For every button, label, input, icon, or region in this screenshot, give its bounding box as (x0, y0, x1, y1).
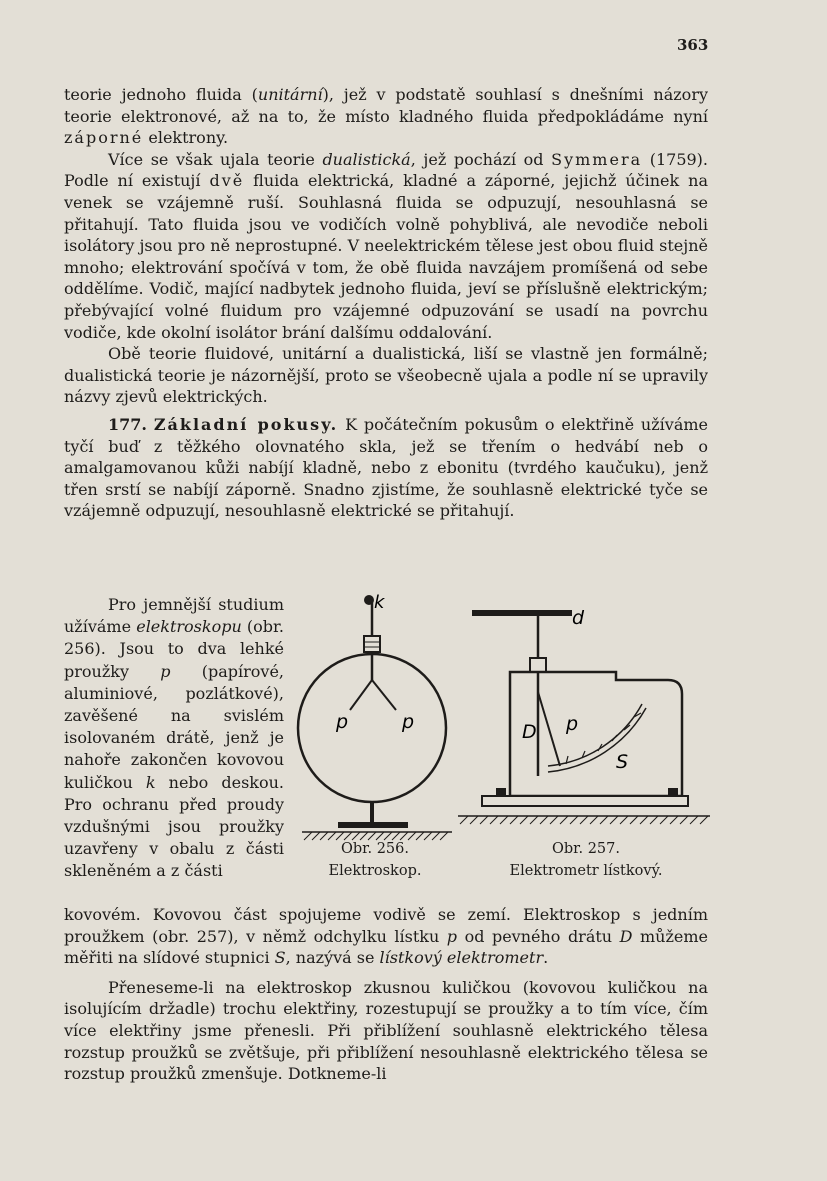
paragraph-unitary-theory: teorie jednoho fluida (unitární), jež v podstatě souhlasí s dnešními názory teorie elektronové, až na to, že místo kladného fluida předpokládáme nyní záporné elektrony. (64, 85, 708, 148)
text-block-beside-figures (64, 594, 284, 883)
label-p-right: p (402, 711, 415, 733)
strip-left (350, 680, 372, 710)
leaf-p (538, 692, 560, 766)
paragraph-electrometer: kovovém. Kovovou část spojujeme vodivě se zemí. Elektroskop s jedním proužkem (obr. 257), v němž odchylku lístku p od pevného drátu D můžeme měřiti na slídové stupnici S, nazývá se lístkový elektrometr. (64, 905, 709, 968)
base-board (482, 796, 688, 806)
text-block-top (64, 84, 708, 522)
top-plate (472, 610, 572, 616)
figure-256-electroscope (296, 592, 456, 844)
ground-hatching (460, 816, 708, 824)
paragraph-charge-transfer: Přeneseme-li na elektroskop zkusnou kuličkou (kovovou kuličkou na isolujícím držadle) trochu elektřiny, rozestupují se proužky a to tím více, čím více elektřiny jsme přenesli. Při přiblížení souhlasně elektrického tělesa rozstup proužků se zvětšuje, při přiblížení nesouhlasně elektrického tělesa se rozstup proužků zmenšuje. Dotkneme-li (64, 977, 708, 1084)
figure-257-electrometer (456, 596, 712, 836)
page-number: 363 (677, 36, 709, 54)
label-p-left: p (336, 711, 349, 733)
insulator-plug (530, 658, 546, 672)
label-D: D (522, 721, 537, 743)
caption-fig-256: Obr. 256. Elektroskop. (328, 841, 422, 879)
label-p: p (566, 713, 579, 735)
paragraph-electroscope: Pro jemnější studium užíváme elektroskopu (obr. 256). Jsou to dva lehké proužky p (papírové, aluminiové, pozlátkové), zavěšené na svislém isolovaném drátě, jenž je nahoře zakončen kovovou kuličkou k nebo deskou. Pro ochranu před proudy vzdušnými jsou proužky uzavřeny v obalu z části skleněném a z části (64, 595, 285, 881)
label-S: S (616, 751, 629, 773)
caption-fig-257: Obr. 257. Elektrometr lístkový. (509, 841, 663, 879)
paragraph-both-theories: Obě teorie fluidové, unitární a dualistická, liší se vlastně jen formálně; dualistická teorie je názornější, proto se všeobecně ujala a podle ní se upravily názvy zjevů elektrických. (64, 344, 708, 407)
label-k: k (374, 592, 385, 613)
paragraph-dualistic-theory: Více se však ujala teorie dualistická, jež pochází od Symmera (1759). Podle ní existují dvě fluida elektrická, kladné a záporné, jejichž účinek na venek se vzájemně ruší. Souhlasná fluida se odpuzují, nesouhlasná se přitahují. Tato fluida jsou ve vodičích volně pohyblivá, ale nevodiče neboli isolátory jsou pro ně neprostupné. V neelektrickém tělese jest obou fluid stejně mnoho; elektrování spočívá v tom, že obě fluida navzájem promíšená od sebe oddělíme. Vodič, mající nadbytek jednoho fluida, jeví se příslušně elektrickým; přebývající volné fluidum pro vzájemné odpuzování se usadí na povrchu vodiče, kde okolní isolátor brání dalšímu oddalování. (64, 149, 709, 342)
strip-right (372, 680, 396, 710)
text-block-bottom (64, 904, 708, 1085)
stand-base (338, 822, 408, 828)
label-d: d (572, 607, 585, 629)
section-number: 177. (108, 414, 147, 434)
insulator-plug (364, 636, 380, 652)
section-177: 177. Základní pokusy. K počátečním pokusům o elektřině užíváme tyčí buď z těžkého olovnatého skla, jež se třením o hedvábí neb o amalgamovanou kůži nabíjí kladně, nebo z ebonitu (tvrdého kaučuku), jenž třen srstí se nabíjí záporně. Snadno zjistíme, že souhlasně elektrické tyče se vzájemně odpuzují, nesouhlasně elektrické se přitahují. (64, 414, 709, 521)
section-title: Základní pokusy. (153, 414, 339, 434)
